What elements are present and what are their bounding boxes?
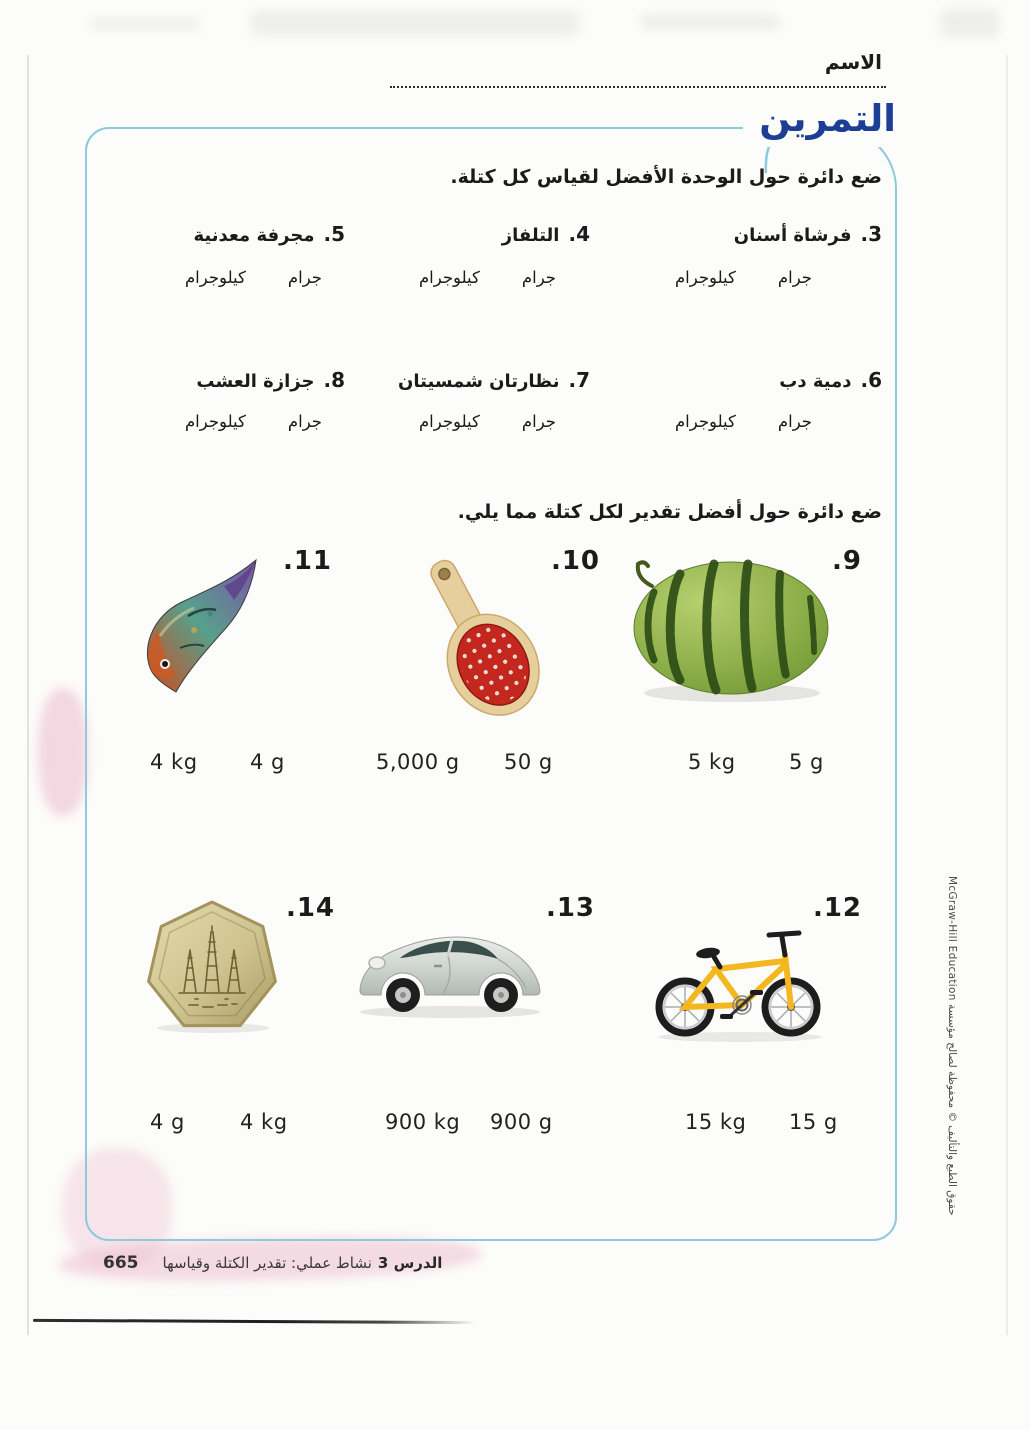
item-13-option-1[interactable]: 900 kg	[385, 1110, 461, 1134]
item-14-number: .14	[285, 893, 335, 923]
item-13-option-2[interactable]: 900 g	[490, 1110, 553, 1134]
item-14-option-1[interactable]: 4 g	[150, 1110, 185, 1134]
item-5-name: مجرفة معدنية	[193, 225, 315, 246]
scan-line	[33, 1319, 485, 1324]
bicycle-image	[648, 915, 832, 1045]
item-9-number: .9	[832, 546, 862, 576]
item-4-options	[419, 268, 556, 287]
lesson-caption	[163, 1254, 443, 1272]
page-number: 665	[103, 1253, 139, 1273]
item-7	[398, 368, 590, 392]
item-8-number: .8	[323, 368, 345, 392]
item-10-option-2[interactable]: 50 g	[504, 750, 553, 774]
name-label: الاسم	[824, 50, 882, 74]
coin-image	[145, 900, 283, 1038]
item-9-option-1[interactable]: 5 kg	[688, 750, 736, 774]
item-12-number: .12	[812, 893, 862, 923]
item-5-option-gram[interactable]: جرام	[287, 268, 322, 287]
pink-watermark	[38, 688, 88, 816]
item-8-option-gram[interactable]: جرام	[287, 412, 322, 431]
hairbrush-image	[386, 548, 564, 726]
scan-artifact	[640, 14, 780, 30]
item-5-number: .5	[323, 222, 345, 246]
copyright-vertical-text: حقوق الطبع والتأليف © محفوظة لصالح مؤسسة McGraw-Hill Education	[946, 876, 958, 1216]
item-6	[779, 368, 882, 392]
item-3-options	[675, 268, 812, 287]
item-3-option-gram[interactable]: جرام	[777, 268, 812, 287]
lesson-text: نشاط عملي: تقدير الكتلة وقياسها	[162, 1254, 372, 1272]
footer	[103, 1253, 442, 1273]
item-10-number: .10	[550, 546, 600, 576]
item-9-option-2[interactable]: 5 g	[789, 750, 824, 774]
item-5-option-kilogram[interactable]: كيلوجرام	[184, 268, 246, 287]
page-title: التمرين	[743, 98, 902, 147]
item-6-option-gram[interactable]: جرام	[777, 412, 812, 431]
item-3-option-kilogram[interactable]: كيلوجرام	[674, 268, 736, 287]
item-8	[196, 368, 345, 392]
name-write-line[interactable]	[390, 66, 886, 88]
item-11-number: .11	[282, 546, 332, 576]
scan-artifact	[250, 10, 580, 36]
item-6-options	[675, 412, 812, 431]
item-7-options	[419, 412, 556, 431]
watermelon-image	[628, 556, 836, 708]
item-4-option-gram[interactable]: جرام	[521, 268, 556, 287]
item-8-options	[185, 412, 322, 431]
estimates-instruction: ضع دائرة حول أفضل تقدير لكل كتلة مما يلي.	[457, 501, 882, 523]
item-7-option-gram[interactable]: جرام	[521, 412, 556, 431]
item-14-option-2[interactable]: 4 kg	[240, 1110, 288, 1134]
item-12-option-1[interactable]: 15 kg	[685, 1110, 747, 1134]
item-7-name: نظارتان شمسيتان	[398, 371, 560, 392]
car-image	[350, 906, 552, 1024]
item-6-number: .6	[860, 368, 882, 392]
item-12-option-2[interactable]: 15 g	[789, 1110, 838, 1134]
units-instruction: ضع دائرة حول الوحدة الأفضل لقياس كل كتلة.	[450, 166, 882, 188]
page-edge-line	[1006, 55, 1008, 1335]
item-11-option-1[interactable]: 4 kg	[150, 750, 198, 774]
scan-artifact	[940, 8, 1000, 38]
item-7-number: .7	[568, 368, 590, 392]
item-6-option-kilogram[interactable]: كيلوجرام	[674, 412, 736, 431]
scan-artifact	[90, 18, 200, 30]
item-4-option-kilogram[interactable]: كيلوجرام	[418, 268, 480, 287]
item-7-option-kilogram[interactable]: كيلوجرام	[418, 412, 480, 431]
item-5-options	[185, 268, 322, 287]
item-11-option-2[interactable]: 4 g	[250, 750, 285, 774]
fish-image	[132, 552, 270, 720]
lesson-label: الدرس 3	[377, 1254, 443, 1272]
item-13-number: .13	[545, 893, 595, 923]
item-6-name: دمية دب	[779, 371, 852, 392]
item-3	[734, 222, 882, 246]
item-5	[193, 222, 345, 246]
page-edge-line	[27, 55, 29, 1335]
item-4-number: .4	[568, 222, 590, 246]
item-8-option-kilogram[interactable]: كيلوجرام	[184, 412, 246, 431]
item-4-name: التلفاز	[501, 225, 560, 246]
item-4	[502, 222, 590, 246]
item-3-number: .3	[860, 222, 882, 246]
item-3-name: فرشاة أسنان	[733, 225, 852, 246]
item-8-name: جزازة العشب	[196, 371, 315, 392]
item-10-option-1[interactable]: 5,000 g	[376, 750, 460, 774]
